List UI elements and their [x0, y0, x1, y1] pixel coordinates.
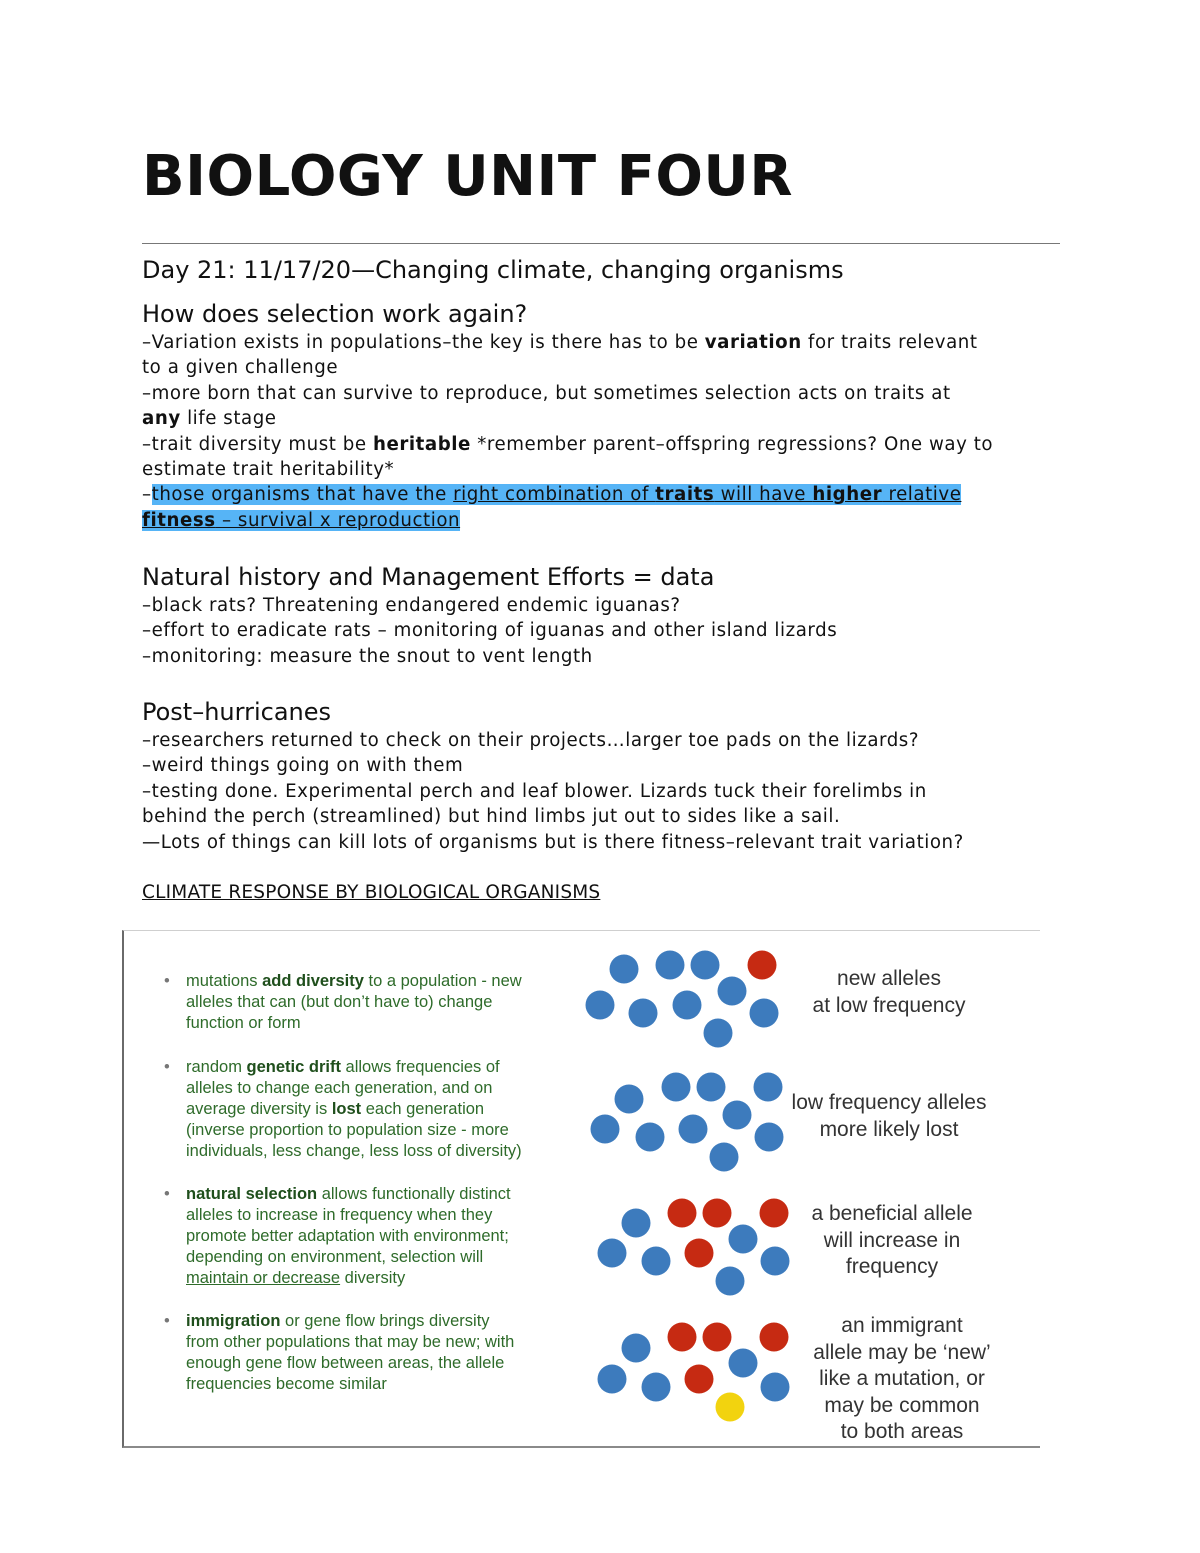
- drift-allele-dot-blue: [723, 1101, 752, 1130]
- immigration-allele-dot-blue: [598, 1365, 627, 1394]
- mutation-allele-dot-blue: [691, 951, 720, 980]
- immigration-allele-dot-red: [703, 1323, 732, 1352]
- immigration-allele-dot-blue: [622, 1334, 651, 1363]
- selection-line-3: –more born that can survive to reproduce, but sometimes selection acts on traits at: [142, 382, 951, 404]
- drift-allele-dot-blue: [710, 1143, 739, 1172]
- drift-allele-dot-blue: [591, 1115, 620, 1144]
- mutation-allele-dot-blue: [629, 999, 658, 1028]
- selection-allele-dot-red: [703, 1199, 732, 1228]
- natural-history-heading: Natural history and Management Efforts = data: [142, 563, 715, 591]
- mutation-allele-dot-blue: [673, 991, 702, 1020]
- selection-allele-dot-red: [685, 1239, 714, 1268]
- mutation-allele-dot-blue: [586, 991, 615, 1020]
- selection-line-4: any life stage: [142, 408, 277, 430]
- selection-allele-dot-blue: [598, 1239, 627, 1268]
- natural-selection-caption: a beneficial allele will increase in frequency: [811, 1202, 973, 1278]
- immigration-allele-dot-blue: [642, 1373, 671, 1402]
- immigration-allele-dot-red: [685, 1365, 714, 1394]
- immigration-allele-dot-blue: [761, 1373, 790, 1402]
- post-hurricanes-heading: Post–hurricanes: [142, 698, 331, 726]
- immigration-allele-dot-red: [668, 1323, 697, 1352]
- selection-allele-dot-blue: [729, 1225, 758, 1254]
- post-hurricanes-line: –researchers returned to check on their projects…larger toe pads on the lizards?: [142, 730, 920, 751]
- drift-allele-dot-blue: [679, 1115, 708, 1144]
- mutation-caption: new alleles at low frequency: [812, 967, 966, 1017]
- selection-heading: How does selection work again?: [142, 300, 528, 328]
- post-hurricanes-line: –testing done. Experimental perch and leaf blower. Lizards tuck their forelimbs in: [142, 780, 927, 802]
- document-title: BIOLOGY UNIT FOUR: [142, 144, 794, 209]
- selection-allele-dot-blue: [642, 1247, 671, 1276]
- selection-line-8-highlighted: fitness – survival x reproduction: [142, 509, 461, 531]
- immigration-allele-dot-red: [760, 1323, 789, 1352]
- immigration-caption: an immigrant allele may be ‘new’ like a mutation, or may be common to both areas: [813, 1314, 991, 1443]
- allele-diversity-figure: • mutations add diversity to a population - new alleles that can (but don’t have to) change function or form new alleles at low frequency • random genetic drift allows frequencies of alleles to change each generation, and on average diversity is lost each generation (inverse proportion to population size - more individuals, less change, less loss of diversity) low frequency alleles more likely lost • natural selection allows functionally distinct alleles to increase in frequency when they promote better adaptation with environment; depending on environment, selection will maintain or decrease diversity a beneficial allele will increase in frequency • immigration or gene flow brings diversity from other populations that may be new; with enough gene flow between areas, the allele frequencies become similar an immigrant allele may be ‘new’ like a mutation, or may be common to both areas: [122, 930, 1040, 1448]
- climate-response-heading: CLIMATE RESPONSE BY BIOLOGICAL ORGANISMS: [142, 882, 601, 903]
- immigration-allele-dot-yellow: [716, 1393, 745, 1422]
- day-heading: Day 21: 11/17/20—Changing climate, changing organisms: [142, 256, 844, 284]
- post-hurricanes-line: behind the perch (streamlined) but hind limbs jut out to sides like a sail.: [142, 806, 841, 828]
- selection-allele-dot-blue: [716, 1267, 745, 1296]
- selection-line-7-highlighted: –those organisms that have the right combination of traits will have higher relative: [142, 484, 962, 506]
- immigration-allele-dot-blue: [729, 1349, 758, 1378]
- selection-allele-dot-blue: [622, 1209, 651, 1238]
- post-hurricanes-section: [142, 696, 1060, 855]
- selection-allele-dot-blue: [761, 1247, 790, 1276]
- drift-allele-dot-blue: [636, 1123, 665, 1152]
- mutation-allele-dot-blue: [718, 977, 747, 1006]
- genetic-drift-caption: low frequency alleles more likely lost: [791, 1091, 987, 1141]
- natural-history-line: –effort to eradicate rats – monitoring of iguanas and other island lizards: [142, 620, 838, 642]
- selection-line-1: –Variation exists in populations–the key is there has to be variation for traits relevant: [142, 332, 978, 353]
- mutation-allele-dot-blue: [750, 999, 779, 1028]
- title-divider: [142, 243, 1060, 244]
- mutation-allele-dot-blue: [704, 1019, 733, 1048]
- drift-allele-dot-blue: [697, 1073, 726, 1102]
- mutation-allele-dot-red: [748, 951, 777, 980]
- drift-allele-dot-blue: [662, 1073, 691, 1102]
- selection-section: [142, 298, 1060, 533]
- natural-history-section: [142, 561, 1060, 669]
- drift-allele-dot-blue: [615, 1085, 644, 1114]
- natural-history-line: –black rats? Threatening endangered endemic iguanas?: [142, 595, 681, 616]
- selection-line-5: –trait diversity must be heritable *remember parent–offspring regressions? One way to: [142, 433, 994, 455]
- mutation-allele-dot-blue: [610, 955, 639, 984]
- selection-line-2: to a given challenge: [142, 357, 339, 379]
- selection-allele-dot-red: [668, 1199, 697, 1228]
- natural-history-line: –monitoring: measure the snout to vent length: [142, 645, 593, 667]
- mutation-allele-dot-blue: [656, 951, 685, 980]
- selection-line-6: estimate trait heritability*: [142, 459, 395, 481]
- post-hurricanes-line: –weird things going on with them: [142, 755, 464, 777]
- selection-allele-dot-red: [760, 1199, 789, 1228]
- post-hurricanes-line: —Lots of things can kill lots of organisms but is there fitness–relevant trait variation?: [142, 831, 964, 853]
